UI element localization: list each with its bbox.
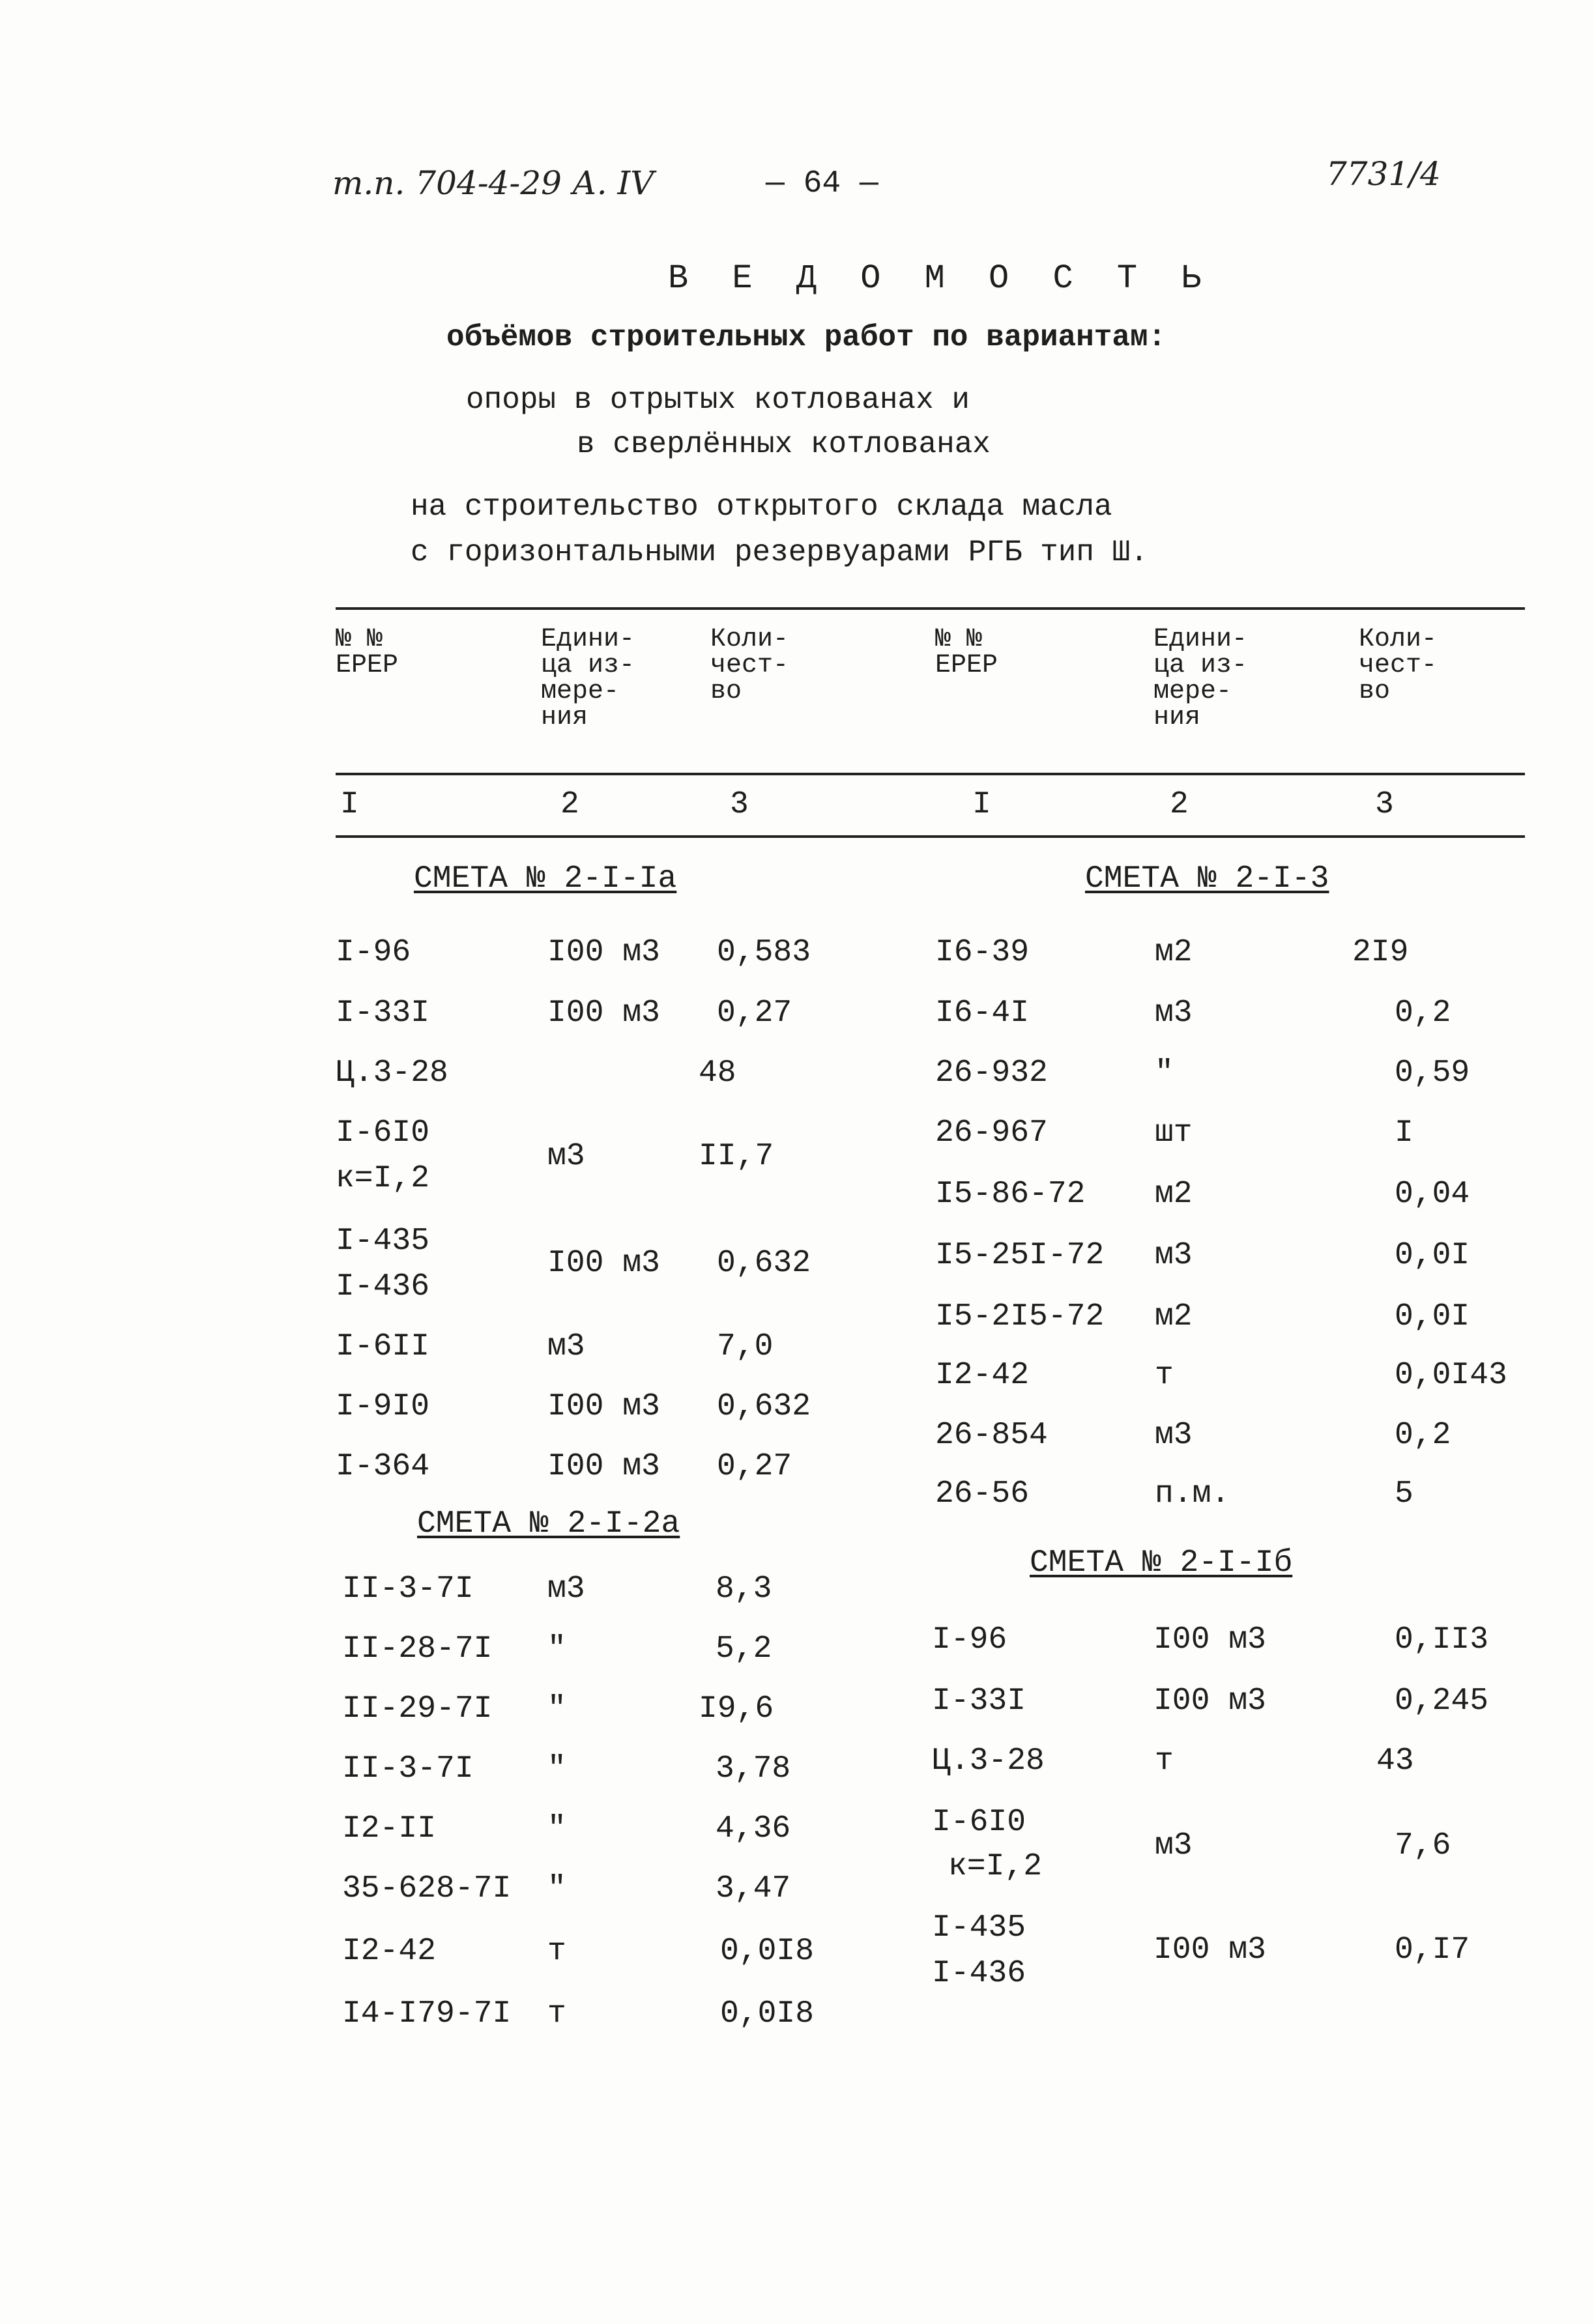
row-qty: 0,I7: [1395, 1932, 1470, 1968]
title-line-3: в сверлённых котлованах: [577, 427, 991, 461]
row-code: II-3-7I: [342, 1571, 474, 1607]
row-code: I-6I0: [336, 1115, 430, 1151]
row-unit: т: [547, 1934, 566, 1969]
row-qty: 0,27: [717, 996, 792, 1031]
row-qty: 0,0I8: [720, 1934, 815, 1969]
col-number: 2: [1170, 787, 1189, 822]
row-qty: I: [1395, 1115, 1413, 1151]
left-section-1-title: СМЕТА № 2-I-Iа: [414, 861, 677, 897]
row-qty: 0,0I: [1395, 1299, 1470, 1334]
row-qty: 0,04: [1395, 1177, 1470, 1212]
row-qty: 43: [1376, 1743, 1414, 1779]
row-code-2: к=I,2: [336, 1161, 430, 1196]
title-line-4: на строительство открытого склада масла: [411, 490, 1112, 524]
row-code: I-435: [932, 1910, 1026, 1945]
row-code: I2-42: [935, 1358, 1030, 1393]
row-qty: 2I9: [1352, 935, 1409, 970]
row-unit: м3: [547, 1139, 585, 1174]
col-number: 2: [560, 787, 579, 822]
page-number: — 64 —: [766, 166, 878, 201]
row-qty: 5: [1395, 1476, 1413, 1512]
row-unit: шт: [1155, 1115, 1193, 1151]
row-qty: 0,27: [717, 1449, 792, 1484]
row-code-2: к=I,2: [948, 1849, 1043, 1884]
inventory-number: 7731/4: [1326, 155, 1441, 193]
right-section-2-title: СМЕТА № 2-I-Iб: [1030, 1545, 1293, 1581]
row-unit: м3: [547, 1571, 585, 1607]
row-code: II-3-7I: [342, 1751, 474, 1786]
row-unit: м2: [1155, 935, 1193, 970]
header-left-code: № № ЕРЕР: [336, 625, 399, 680]
numbers-bottom-rule: [336, 835, 1525, 838]
row-qty: 7,6: [1395, 1828, 1451, 1863]
col-number: 3: [730, 787, 749, 822]
row-qty: 0,0I8: [720, 1996, 815, 2031]
row-code: I-9I0: [336, 1389, 430, 1424]
header-bottom-rule: [336, 773, 1525, 775]
left-section-2-title: СМЕТА № 2-I-2а: [417, 1506, 680, 1542]
row-code: I2-42: [342, 1934, 437, 1969]
row-qty: 0,632: [717, 1389, 811, 1424]
table-top-rule: [336, 607, 1525, 610]
row-code: Ц.3-28: [932, 1743, 1045, 1779]
row-qty: 0,2: [1395, 1418, 1451, 1453]
row-code: I6-4I: [935, 996, 1030, 1031]
row-qty: 0,583: [717, 935, 811, 970]
row-qty: 3,78: [716, 1751, 791, 1786]
row-unit: м2: [1155, 1177, 1193, 1212]
row-unit: ": [547, 1631, 566, 1667]
row-unit: м2: [1155, 1299, 1193, 1334]
right-section-1-title: СМЕТА № 2-I-3: [1085, 861, 1329, 897]
header-left-qty: Коли- чест- во: [710, 625, 789, 706]
row-code: I-6II: [336, 1329, 430, 1364]
row-code: 26-967: [935, 1115, 1048, 1151]
row-unit: I00 м3: [547, 1449, 660, 1484]
document-title: В Е Д О М О С Т Ь: [668, 259, 1213, 298]
row-code: II-29-7I: [342, 1691, 493, 1727]
row-qty: 7,0: [717, 1329, 774, 1364]
row-code-2: I-436: [336, 1269, 430, 1304]
row-code: I6-39: [935, 935, 1030, 970]
row-code: I2-II: [342, 1811, 437, 1846]
row-unit: т: [1155, 1358, 1174, 1393]
header-right-unit: Едини- ца из- мере- ния: [1153, 625, 1248, 732]
row-code: I-33I: [932, 1684, 1026, 1719]
row-qty: 0,0I: [1395, 1238, 1470, 1273]
row-unit: I00 м3: [547, 1389, 660, 1424]
row-code: I-435: [336, 1224, 430, 1259]
row-qty: I9,6: [699, 1691, 774, 1727]
row-code-2: I-436: [932, 1956, 1026, 1991]
row-unit: ": [547, 1751, 566, 1786]
title-line-1: объёмов строительных работ по вариантам:: [446, 321, 1167, 354]
row-unit: м3: [1155, 1828, 1193, 1863]
row-code: I-96: [336, 935, 411, 970]
row-qty: 48: [699, 1055, 736, 1091]
row-qty: 0,II3: [1395, 1622, 1489, 1657]
row-unit: т: [1155, 1743, 1174, 1779]
row-unit: ": [1155, 1055, 1174, 1091]
header-right-qty: Коли- чест- во: [1359, 625, 1438, 706]
title-line-5: с горизонтальными резервуарами РГБ тип Ш.: [411, 536, 1148, 569]
row-unit: м3: [1155, 1418, 1193, 1453]
row-qty: 4,36: [716, 1811, 791, 1846]
row-code: I5-2I5-72: [935, 1299, 1105, 1334]
row-unit: I00 м3: [547, 996, 660, 1031]
row-qty: 0,0I43: [1395, 1358, 1507, 1393]
row-qty: 8,3: [716, 1571, 772, 1607]
row-unit: I00 м3: [547, 935, 660, 970]
header-left-unit: Едини- ца из- мере- ния: [541, 625, 635, 732]
col-number: I: [972, 787, 991, 822]
row-qty: 0,59: [1395, 1055, 1470, 1091]
row-code: 26-56: [935, 1476, 1030, 1512]
header-right-code: № № ЕРЕР: [935, 625, 998, 680]
row-qty: 5,2: [716, 1631, 772, 1667]
row-code: I5-86-72: [935, 1177, 1086, 1212]
row-qty: 0,632: [717, 1246, 811, 1281]
row-unit: I00 м3: [1153, 1684, 1266, 1719]
row-code: Ц.3-28: [336, 1055, 448, 1091]
col-number: 3: [1375, 787, 1394, 822]
row-unit: т: [547, 1996, 566, 2031]
row-unit: ": [547, 1691, 566, 1727]
row-code: 26-854: [935, 1418, 1048, 1453]
row-qty: 0,2: [1395, 996, 1451, 1031]
row-unit: ": [547, 1811, 566, 1846]
row-unit: м3: [1155, 1238, 1193, 1273]
row-unit: ": [547, 1871, 566, 1906]
row-code: 26-932: [935, 1055, 1048, 1091]
row-code: I4-I79-7I: [342, 1996, 512, 2031]
row-qty: 3,47: [716, 1871, 791, 1906]
doc-code: т.п. 704-4-29 А. IV: [332, 164, 654, 202]
row-code: I-96: [932, 1622, 1007, 1657]
col-number: I: [340, 787, 359, 822]
row-code: I-364: [336, 1449, 430, 1484]
row-unit: м3: [1155, 996, 1193, 1031]
row-unit: I00 м3: [547, 1246, 660, 1281]
row-code: II-28-7I: [342, 1631, 493, 1667]
row-qty: II,7: [699, 1139, 774, 1174]
row-code: I-33I: [336, 996, 430, 1031]
row-code: I-6I0: [932, 1805, 1026, 1840]
row-unit: I00 м3: [1153, 1932, 1266, 1968]
row-qty: 0,245: [1395, 1684, 1489, 1719]
row-code: I5-25I-72: [935, 1238, 1105, 1273]
row-code: 35-628-7I: [342, 1871, 512, 1906]
row-unit: п.м.: [1155, 1476, 1230, 1512]
row-unit: м3: [547, 1329, 585, 1364]
title-line-2: опоры в отрытых котлованах и: [466, 383, 970, 417]
row-unit: I00 м3: [1153, 1622, 1266, 1657]
